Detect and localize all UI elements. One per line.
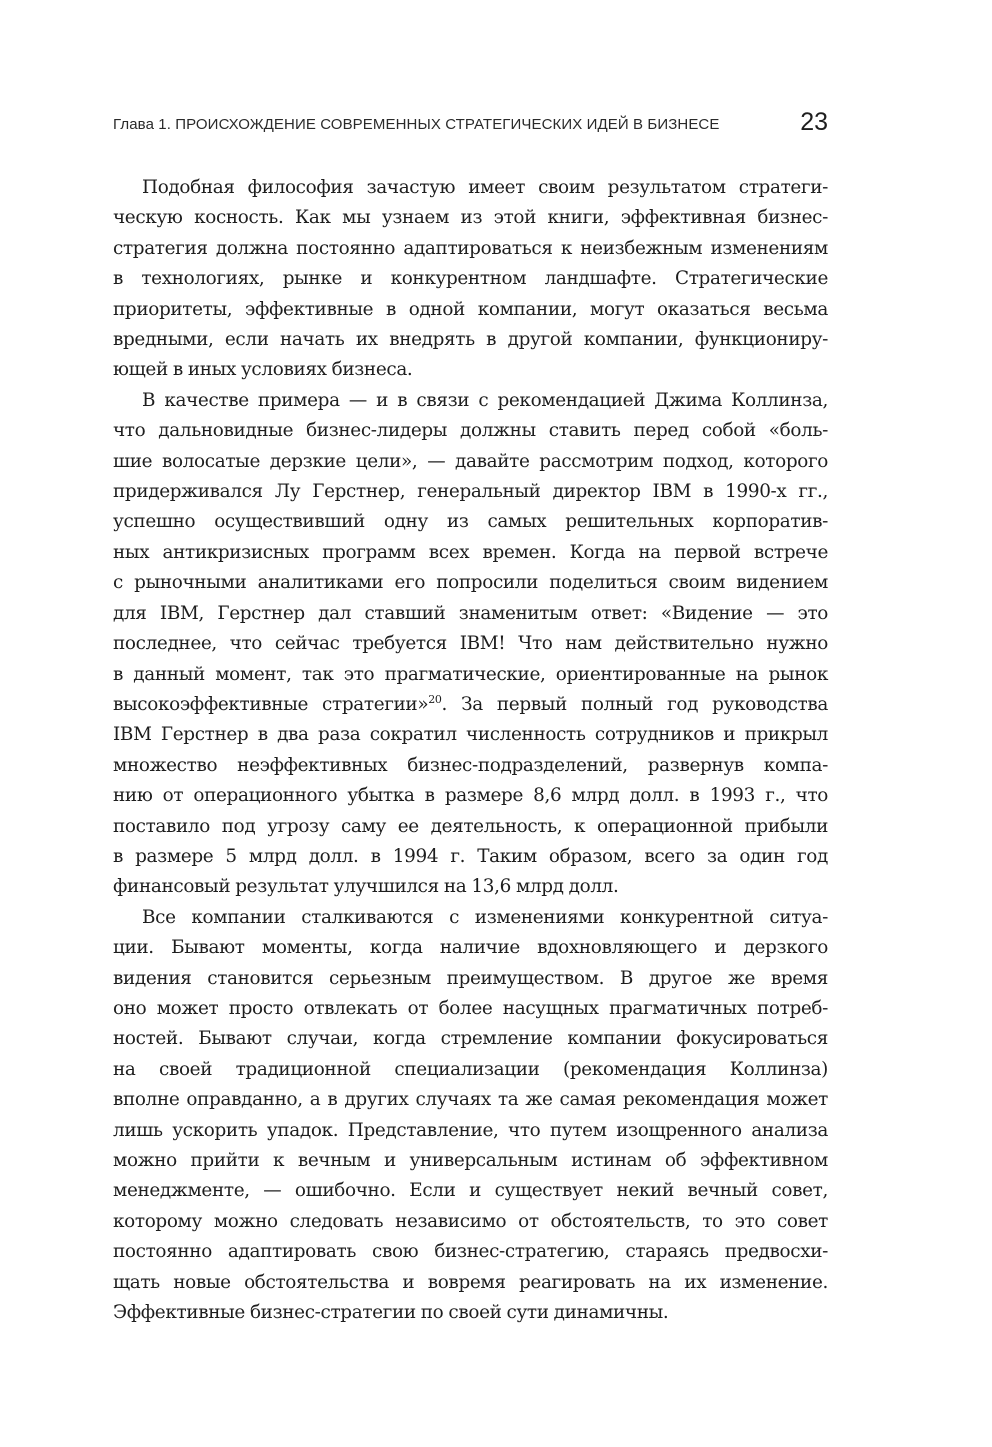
text-line: в технологиях, рынке и конкурентном ландшафте. Стратегические [113, 268, 828, 290]
text-line: что дальновидные бизнес-лидеры должны ставить перед собой «боль- [113, 420, 828, 442]
text-line: Все компании сталкиваются с изменениями конкурентной ситуа- [142, 906, 828, 928]
text-line: вредными, если начать их внедрять в другой компании, функциониру- [113, 329, 828, 351]
text-line: можно прийти к вечным и универсальным истинам об эффективном [113, 1150, 828, 1171]
page-body [113, 173, 828, 1328]
chapter-title: Глава 1. ПРОИСХОЖДЕНИЕ СОВРЕМЕННЫХ СТРАТЕГИЧЕСКИХ ИДЕЙ В БИЗНЕСЕ [113, 116, 720, 133]
text-line: видения становится серьезным преимуществом. В другое же время [113, 967, 828, 989]
text-line: успешно осуществивший одну из самых решительных корпоратив- [113, 511, 828, 533]
paragraph-2 [113, 386, 828, 903]
text-line: вполне оправданно, а в других случаях та же самая рекомендация может [113, 1089, 828, 1111]
text-line: постоянно адаптировать свою бизнес-стратегию, стараясь предвосхи- [113, 1241, 828, 1263]
text-line: последнее, что сейчас требуется IBM! Что нам действительно нужно [113, 633, 828, 655]
text-line: IBM Герстнер в два раза сократил численность сотрудников и прикрыл [113, 724, 828, 746]
text-line: ческую косность. Как мы узнаем из этой книги, эффективная бизнес- [113, 207, 828, 229]
text-line: множество неэффективных бизнес-подразделений, развернув компа- [113, 754, 828, 776]
text-line: придерживался Лу Герстнер, генеральный директор IBM в 1990-х гг., [113, 481, 828, 503]
paragraph-3 [113, 903, 828, 1329]
footnote-ref[interactable]: 20 [428, 692, 442, 706]
text-line: ностей. Бывают случаи, когда стремление компании фокусироваться [113, 1028, 828, 1050]
text-line: в данный момент, так это прагматические, ориентированные на рынок [113, 663, 828, 685]
text-line: Подобная философия зачастую имеет своим результатом стратеги- [142, 177, 828, 198]
footnote-line [113, 690, 828, 720]
text-line: на своей традиционной специализации (рекомендация Коллинза) [113, 1058, 828, 1080]
text-line: ющей в иных условиях бизнеса. [113, 359, 413, 381]
text-line: поставило под угрозу саму ее деятельность, к операционной прибыли [113, 815, 828, 837]
text-line: ных антикризисных программ всех времен. Когда на первой встрече [113, 541, 828, 563]
page-number: 23 [800, 108, 828, 136]
text-line: в размере 5 млрд долл. в 1994 г. Таким образом, всего за один год [113, 845, 828, 867]
text-line: Эффективные бизнес-стратегии по своей сути динамичны. [113, 1302, 669, 1324]
text-line: стратегия должна постоянно адаптироваться к неизбежным изменениям [113, 237, 828, 259]
text-fragment: высокоэффективные стратегии» [113, 693, 429, 715]
text-line: ции. Бывают моменты, когда наличие вдохновляющего и дерзкого [113, 937, 828, 959]
text-line: нию от операционного убытка в размере 8,6 млрд долл. в 1993 г., что [113, 785, 828, 807]
text-line: для IBM, Герстнер дал ставший знаменитым ответ: «Видение — это [113, 602, 828, 624]
running-head [113, 108, 828, 138]
text-line: лишь ускорить упадок. Представление, что путем изощренного анализа [113, 1119, 828, 1141]
text-line: оно может просто отвлекать от более насущных прагматичных потреб- [113, 997, 828, 1019]
text-line: финансовый результат улучшился на 13,6 млрд долл. [113, 876, 619, 898]
text-line: приоритеты, эффективные в одной компании, могут оказаться весьма [113, 298, 828, 320]
text-line: с рыночными аналитиками его попросили поделиться своим видением [113, 572, 828, 594]
paragraph-1 [113, 173, 828, 386]
text-line: менеджменте, — ошибочно. Если и существует некий вечный совет, [113, 1180, 828, 1202]
text-line: которому можно следовать независимо от обстоятельств, то это совет [113, 1210, 828, 1232]
text-line: щать новые обстоятельства и вовремя реагировать на их изменение. [113, 1271, 828, 1293]
text-line: шие волосатые дерзкие цели», — давайте рассмотрим подход, которого [113, 450, 828, 472]
text-line: В качестве примера — и в связи с рекомендацией Джима Коллинза, [142, 389, 828, 411]
text-fragment: . За первый полный год руководства [441, 693, 828, 715]
